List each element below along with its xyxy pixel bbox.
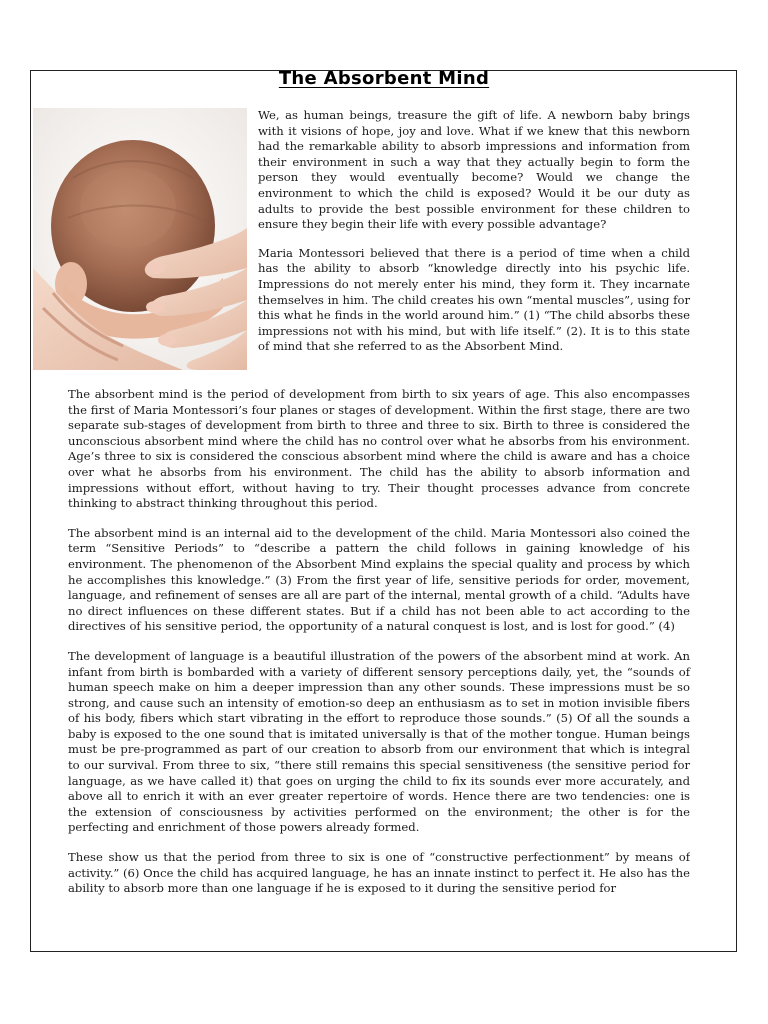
intro-paragraph-2: Maria Montessori believed that there is a period of time when a child has the ability to absorb “knowledge directly into his psychic life. Impressions do not merely enter his mind, they form it. They incarnate themselves in him. The child creates his own “mental muscles”, using for this what he finds in the world around him.” (1) “The child absorbs these impressions not with his mind, but with life itself.” (2). It is to this state of mind that she referred to as the Absorbent Mind. [258,245,690,354]
main-text-column [68,387,690,896]
intro-paragraph-1: We, as human beings, treasure the gift of life. A newborn baby brings with it visions of hope, joy and love. What if we knew that this newborn had the remarkable ability to absorb impressions and information from their environment in such a way that they actually begin to form the person they would eventually become? Would we change the environment to which the child is exposed? Would it be our duty as adults to provide the best possible environment for these children to ensure they begin their life with every possible advantage? [258,108,690,232]
intro-text-column [258,108,690,368]
paragraph-4: These show us that the period from three to six is one of “constructive perfectionment” by means of activity.” (6) Once the child has acquired language, he has an innate instinct to perfect it. He also has the ability to absorb more than one language if he is exposed to it during the sensitive period for [68,850,690,896]
paragraph-1: The absorbent mind is the period of development from birth to six years of age. This also encompasses the first of Maria Montessori’s four planes or stages of development. Within the first stage, there are two separate sub-stages of development from birth to three and three to six. Birth to three is considered the unconscious absorbent mind where the child has no control over what he absorbs from his environment. Age’s three to six is considered the conscious absorbent mind where the child is aware and has a choice over what he absorbs from his environment. The child has the ability to absorb information and impressions without effort, without having to try. Their thought processes advance from concrete thinking to abstract thinking throughout this period. [68,387,690,511]
paragraph-3: The development of language is a beautiful illustration of the powers of the absorbent mind at work. An infant from birth is bombarded with a variety of different sensory perceptions daily, yet, the “sounds of human speech make on him a deeper impression than any other sounds. These impressions must be so strong, and cause such an intensity of emotion-so deep an enthusiasm as to set in motion invisible fibers of his body, fibers which start vibrating in the effort to reproduce those sounds.” (5) Of all the sounds a baby is exposed to the one sound that is imitated universally is that of the mother tongue. Human beings must be pre-programmed as part of our creation to absorb from our environment that which is integral to our survival. From three to six, “there still remains this special sensitiveness (the sensitive period for language, as we have called it) that goes on urging the child to fix its sounds ever more accurately, and above all to enrich it with an ever greater repertoire of words. Hence there are two tendencies: one is the extension of consciousness by activities performed on the environment; the other is for the perfecting and enrichment of those powers already formed. [68,648,690,835]
paragraph-2: The absorbent mind is an internal aid to the development of the child. Maria Montessori also coined the term “Sensitive Periods” to “describe a pattern the child follows in gaining knowledge of his environment. The phenomenon of the Absorbent Mind explains the special quality and process by which he accomplishes this knowledge.” (3) From the first year of life, sensitive periods for order, movement, language, and refinement of senses are all are part of the internal, mental growth of a child. “Adults have no direct influences on these different states. But if a child has not been able to act according to the directives of his sensitive period, the opportunity of a natural conquest is lost, and is lost for good.” (4) [68,525,690,634]
baby-photo [33,108,247,370]
page-title: The Absorbent Mind [278,68,490,89]
